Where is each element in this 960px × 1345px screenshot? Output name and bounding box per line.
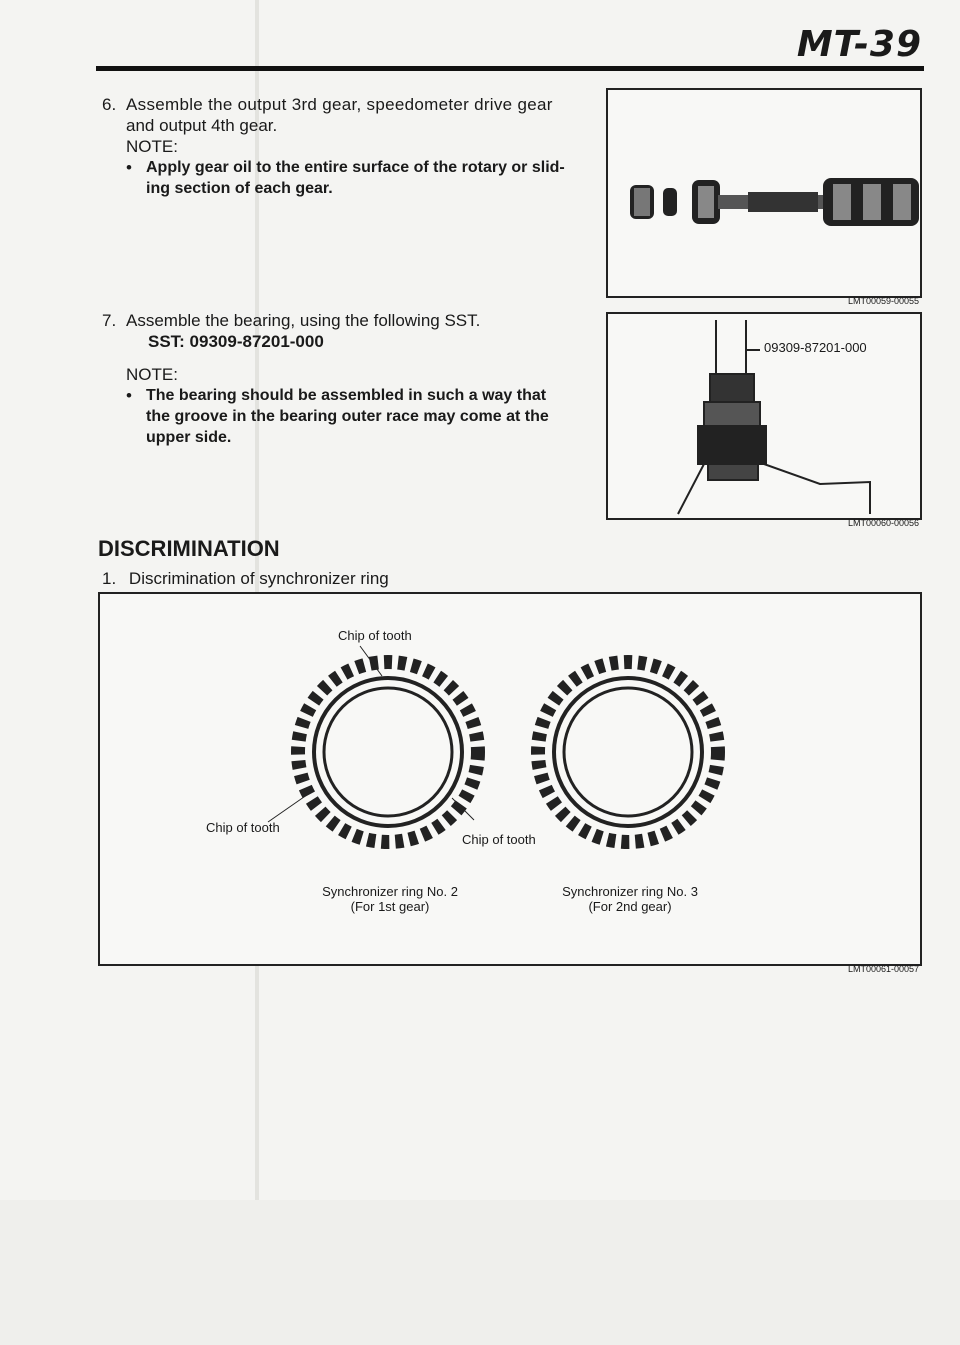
step-text-line: Assemble the output 3rd gear, speedometer drive gear — [126, 95, 553, 114]
step-text-line: Discrimination of synchronizer ring — [128, 569, 389, 588]
figure-code: LMT00059-00055 — [848, 296, 920, 306]
note-text-line: ing section of each gear. — [146, 180, 333, 197]
step-number: 7. — [102, 311, 117, 330]
sst-callout: 09309-87201-000 — [764, 340, 867, 355]
chip-of-tooth-callout: Chip of tooth — [462, 832, 536, 847]
ring-name: Synchronizer ring No. 2 — [322, 884, 458, 899]
step-text-line: Assemble the bearing, using the following SST. — [126, 311, 481, 330]
chip-of-tooth-callout: Chip of tooth — [206, 820, 280, 835]
ring-sub: (For 2nd gear) — [588, 899, 672, 914]
section-heading: DISCRIMINATION — [98, 536, 280, 561]
step-6 — [102, 94, 582, 199]
note-text-line: Apply gear oil to the entire surface of the rotary or slid- — [146, 159, 565, 176]
figure-gear-assembly — [606, 88, 922, 298]
sst-number: SST: 09309-87201-000 — [148, 332, 324, 351]
note-label: NOTE: — [126, 365, 178, 384]
figure-synchronizer-rings — [98, 592, 922, 966]
ring-sub: (For 1st gear) — [350, 899, 430, 914]
step-7 — [102, 310, 582, 448]
note-text-line: The bearing should be assembled in such a way that — [146, 387, 547, 404]
discrimination-step — [102, 568, 389, 589]
chip-of-tooth-callout: Chip of tooth — [338, 628, 412, 643]
synchronizer-ring-no2 — [298, 662, 478, 842]
step-text-line: and output 4th gear. — [126, 116, 278, 135]
note-text-line: upper side. — [146, 429, 232, 446]
synchronizer-ring-illustration — [100, 594, 920, 964]
ring-label-no2 — [310, 884, 470, 914]
step-number: 1. — [102, 569, 117, 588]
ring-label-no3 — [550, 884, 710, 914]
figure-code: LMT00061-00057 — [848, 964, 920, 974]
note-label: NOTE: — [126, 137, 178, 156]
header-rule — [96, 66, 924, 71]
bleed-through-shadow — [0, 1200, 960, 1345]
ring-name: Synchronizer ring No. 3 — [562, 884, 698, 899]
step-number: 6. — [102, 95, 117, 114]
figure-bearing-press — [606, 312, 922, 520]
synchronizer-ring-no3 — [538, 662, 718, 842]
gear-assembly-illustration — [608, 90, 920, 296]
note-text-line: the groove in the bearing outer race may come at the — [146, 408, 549, 425]
figure-code: LMT00060-00056 — [848, 518, 920, 528]
page-number: MT-39 — [796, 24, 922, 65]
